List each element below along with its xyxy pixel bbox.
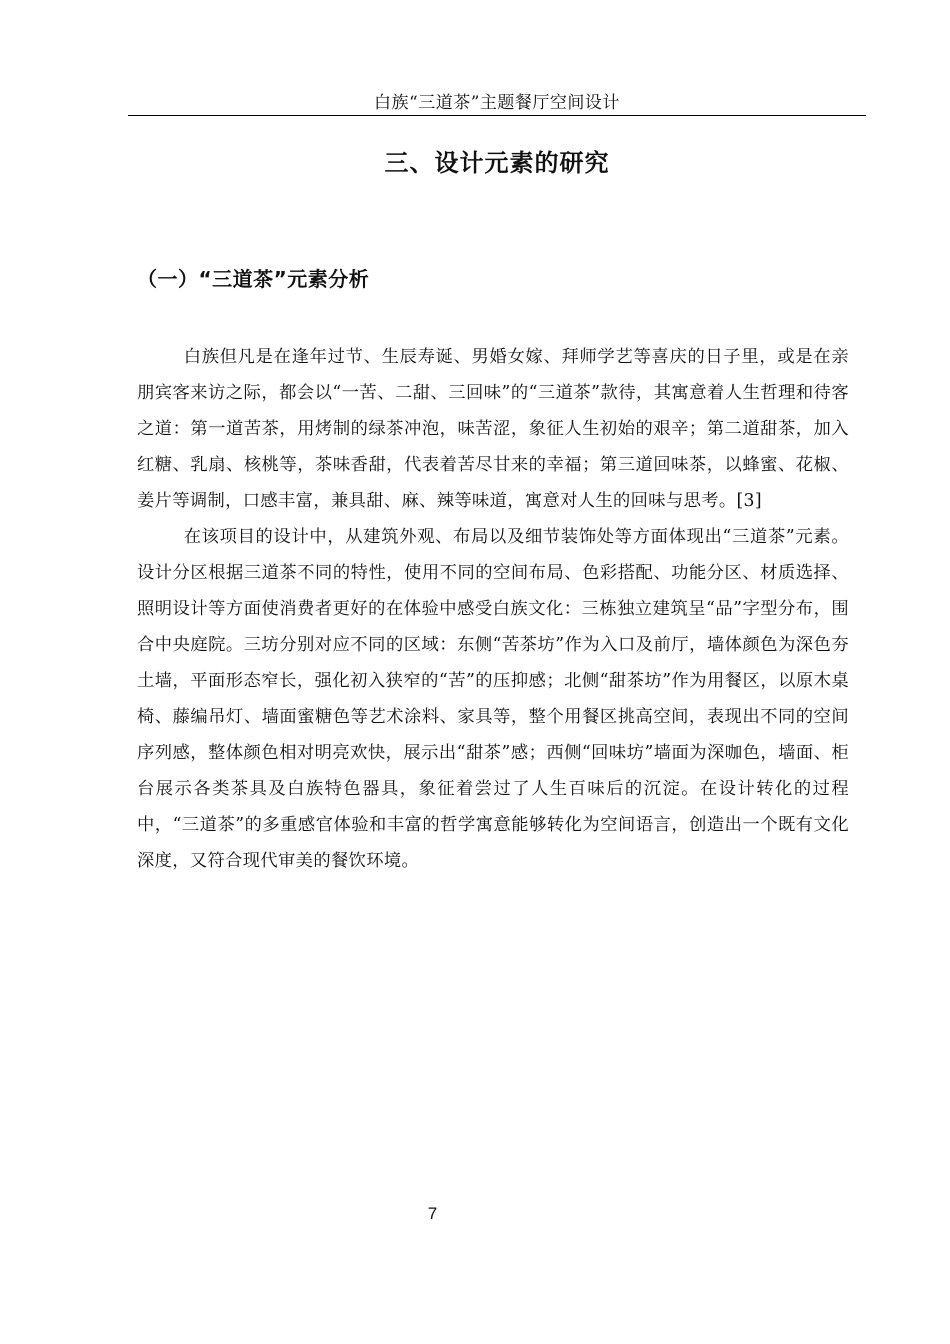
section-title: （一）“三道茶”元素分析 [137, 267, 370, 291]
paragraph-2: 在该项目的设计中，从建筑外观、布局以及细节装饰处等方面体现出“三道茶”元素。设计分区根据三道茶不同的特性，使用不同的空间布局、色彩搭配、功能分区、材质选择、照明设计等方面使消费者更好的在体验中感受白族文化：三栋独立建筑呈“品”字型分布，围合中央庭院。三坊分别对应不同的区域：东侧“苦茶坊”作为入口及前厅，墙体颜色为深色夯土墙，平面形态窄长，强化初入狭窄的“苦”的压抑感；北侧“甜茶坊”作为用餐区，以原木桌椅、藤编吊灯、墙面蜜糖色等艺术涂料、家具等，整个用餐区挑高空间，表现出不同的空间序列感，整体颜色相对明亮欢快，展示出“甜茶”感；西侧“回味坊”墙面为深咖色，墙面、柜台展示各类茶具及白族特色器具，象征着尝过了人生百味后的沉淀。在设计转化的过程中，“三道茶”的多重感官体验和丰富的哲学寓意能够转化为空间语言，创造出一个既有文化深度，又符合现代审美的餐饮环境。 [137, 527, 849, 871]
page-number: 7 [427, 1204, 438, 1223]
header-rule [128, 115, 866, 116]
running-header: 白族“三道茶”主题餐厅空间设计 [374, 93, 620, 113]
body-text [137, 339, 849, 879]
paragraph-1: 白族但凡是在逢年过节、生辰寿诞、男婚女嫁、拜师学艺等喜庆的日子里，或是在亲朋宾客来访之际，都会以“一苦、二甜、三回味”的“三道茶”款待，其寓意着人生哲理和待客之道：第一道苦茶，用烤制的绿茶冲泡，味苦涩，象征人生初始的艰辛；第二道甜茶，加入红糖、乳扇、核桃等，茶味香甜，代表着苦尽甘来的幸福；第三道回味茶，以蜂蜜、花椒、姜片等调制，口感丰富，兼具甜、麻、辣等味道，寓意对人生的回味与思考。[3] [137, 347, 849, 511]
chapter-title: 三、设计元素的研究 [384, 149, 610, 177]
